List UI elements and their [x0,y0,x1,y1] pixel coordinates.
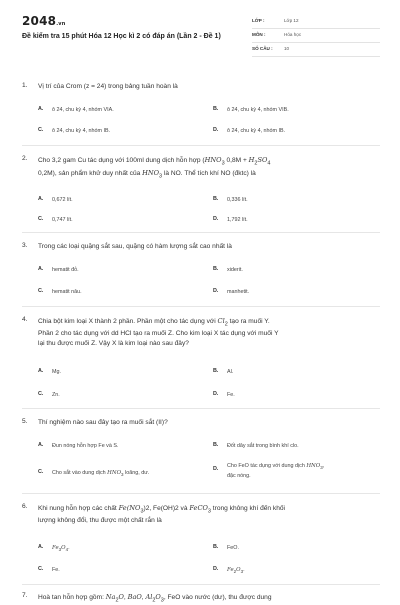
option-text: $Fe_3O_4$. [52,545,70,553]
divider [22,493,380,494]
option-letter: D. [213,391,219,397]
option-letter: C. [38,391,44,397]
meta-subject-key: MÔN : [252,32,266,37]
meta-class-value: Lớp 12 [284,18,299,23]
question-number: 5. [22,418,28,425]
question-stem: Vị trí của Crom (z = 24) trong bảng tuần hoàn là [38,83,178,90]
header [0,0,400,70]
logo-suffix: .vn [56,21,66,27]
divider [22,306,380,307]
option-letter: A. [38,544,44,550]
question-stem: Chia bột kim loại X thành 2 phần. Phần một cho tác dụng với $Cl_2$ tạo ra muối Y. Phần 2 cho tác dụng với dd HCl tạo ra muối Z. Cho kim loại X tác dụng với muối Y lại thu được muối Z. Vậy X là kim loại nào sau đây? [38,317,279,348]
question-stem: Cho 3,2 gam Cu tác dụng với 100ml dung dịch hỗn hợp ($HNO_3$ $0,8M + H_2SO_4$ 0,2M), sản phẩm khử duy nhất của $HNO_3$ là NO. Thể tích khí NO (đktc) là [38,156,271,180]
option-text: 0,747 lít. [52,217,73,223]
option-text: hematit nâu. [52,289,82,295]
option-text: xiderit. [227,267,243,273]
option-text: FeO. [227,545,239,551]
option-letter: C. [38,288,44,294]
page-title: Đề kiểm tra 15 phút Hóa 12 Học kì 2 có đáp án (Lần 2 - Đề 1) [22,33,221,40]
option-letter: B. [213,266,219,272]
option-text: Đốt dây sắt trong bình khí clo. [227,443,299,449]
option-letter: D. [213,288,219,294]
divider [22,145,380,146]
question-stem: Khi nung hỗn hợp các chất $Fe(NO_3)2$, Fe(OH)2 và FeCO$_3$ trong không khí đến khối lượng không đổi, thu được một chất rắn là [38,504,286,525]
option-letter: A. [38,368,44,374]
option-letter: C. [38,127,44,133]
option-letter: C. [38,469,44,475]
question-stem: Thí nghiệm nào sau đây tạo ra muối sắt (II)? [38,419,168,426]
option-text: Cho sắt vào dung dịch $HNO_3$ loãng, dư. [52,470,150,478]
question-number: 1. [22,82,28,89]
option-letter: D. [213,216,219,222]
option-text: ô 24, chu kỳ 4, nhóm IB. [52,128,111,134]
option-text: ô 24, chu kỳ 4, nhóm VIB. [227,107,289,113]
divider [22,232,380,233]
option-text: hematit đỏ. [52,267,79,273]
meta-class-row [252,16,380,29]
option-letter: C. [38,216,44,222]
question-number: 7. [22,592,28,599]
divider [22,584,380,585]
option-letter: B. [213,442,219,448]
meta-count-value: 10 [284,46,290,51]
option-text: $Fe_2O_3$. [227,567,245,575]
option-text: 1,792 lít. [227,217,248,223]
question-stem: Hoà tan hỗn hợp gồm: $Na_2O$, BaO, $Al_2O_3$, FeO vào nước (dư), thu được dung [38,593,272,604]
option-text: Đun nóng hỗn hợp Fe và S. [52,443,119,449]
option-text: Zn. [52,392,60,398]
question-number: 2. [22,155,28,162]
option-letter: B. [213,106,219,112]
site-logo[interactable] [22,14,66,28]
option-letter: A. [38,106,44,112]
option-letter: B. [213,196,219,202]
meta-subject-row [252,30,380,43]
option-text: 0,336 lít. [227,197,248,203]
question-number: 3. [22,242,28,249]
option-text: ô 24, chu kỳ 4, nhóm VIA. [52,107,114,113]
option-letter: A. [38,442,44,448]
option-letter: D. [213,127,219,133]
meta-count-key: SỐ CÂU : [252,46,273,51]
question-number: 4. [22,316,28,323]
option-text: Fe. [52,567,60,573]
meta-class-key: LỚP : [252,18,265,23]
question-number: 6. [22,503,28,510]
option-text: Mg. [52,369,61,375]
option-text: Cho FeO tác dụng với dung dịch $HNO_3$, đặc nóng. [227,463,325,480]
question-stem: Trong các loại quặng sắt sau, quặng có hàm lượng sắt cao nhất là [38,243,232,250]
option-letter: D. [213,566,219,572]
meta-subject-value: Hóa học [284,32,302,37]
logo-text: 2048 [22,14,57,28]
option-text: Al. [227,369,234,375]
option-letter: A. [38,196,44,202]
option-letter: D. [213,466,219,472]
option-text: ô 24, chu kỳ 4, nhóm IB. [227,128,286,134]
option-letter: B. [213,544,219,550]
option-letter: B. [213,368,219,374]
option-letter: C. [38,566,44,572]
option-letter: A. [38,266,44,272]
option-text: 0,672 lít. [52,197,73,203]
divider [22,408,380,409]
meta-count-row [252,44,380,57]
option-text: Fe. [227,392,235,398]
option-text: manhetit. [227,289,250,295]
